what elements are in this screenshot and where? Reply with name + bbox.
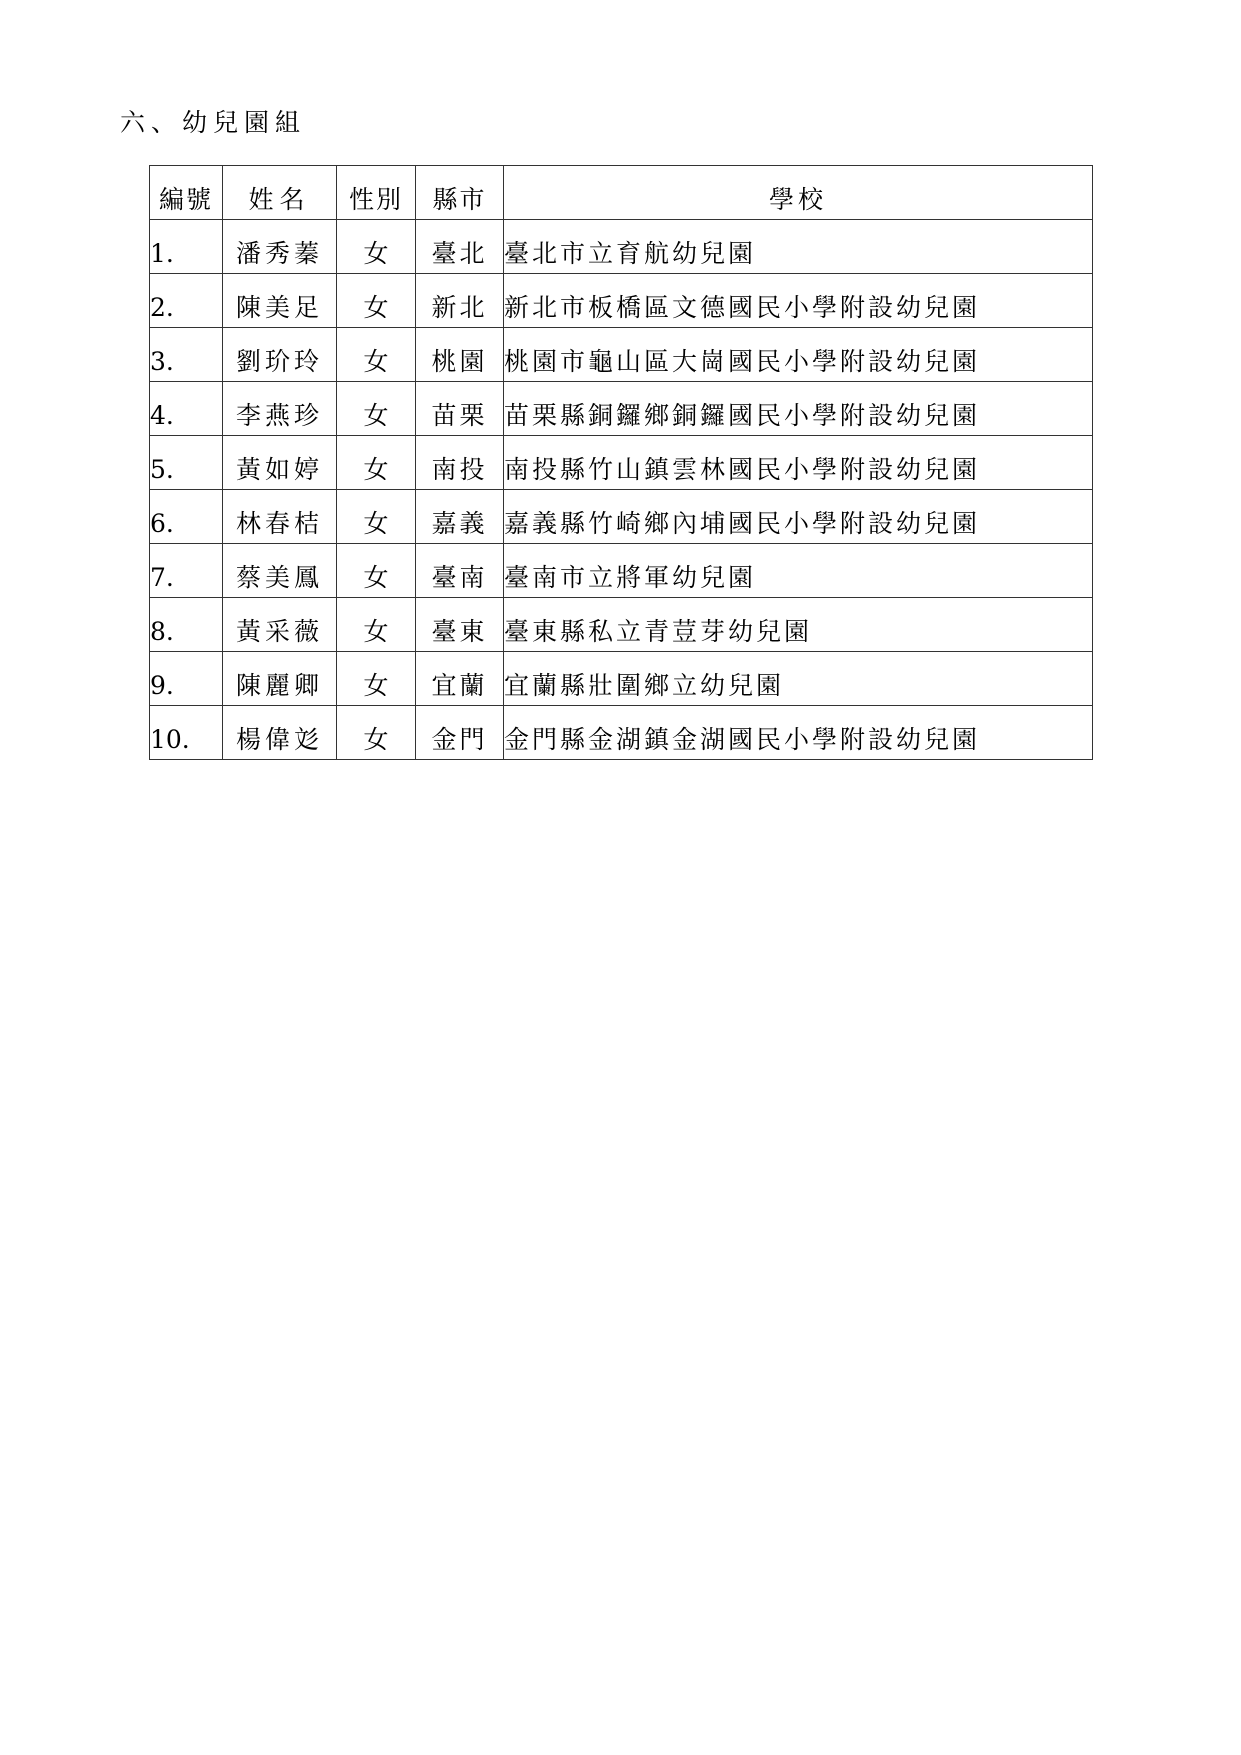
table-row [150, 274, 1093, 328]
cell-name: 劉玠玲 [223, 328, 337, 382]
cell-city: 南投 [416, 436, 504, 490]
cell-city: 臺北 [416, 220, 504, 274]
header-school: 學校 [504, 166, 1093, 220]
cell-name: 林春桔 [223, 490, 337, 544]
cell-gender: 女 [337, 544, 416, 598]
cell-name: 黃采薇 [223, 598, 337, 652]
section-title: 六、幼兒園組 [120, 108, 307, 137]
cell-number: 6. [150, 490, 223, 544]
cell-number: 8. [150, 598, 223, 652]
cell-school: 嘉義縣竹崎鄉內埔國民小學附設幼兒園 [504, 490, 1093, 544]
table-header [150, 166, 1093, 220]
cell-name: 李燕珍 [223, 382, 337, 436]
table-row [150, 382, 1093, 436]
table-row [150, 328, 1093, 382]
cell-school: 新北市板橋區文德國民小學附設幼兒園 [504, 274, 1093, 328]
cell-city: 金門 [416, 706, 504, 760]
cell-gender: 女 [337, 436, 416, 490]
table-body [150, 220, 1093, 760]
table-row [150, 652, 1093, 706]
table-row [150, 544, 1093, 598]
cell-number: 5. [150, 436, 223, 490]
cell-number: 3. [150, 328, 223, 382]
cell-number: 9. [150, 652, 223, 706]
cell-city: 桃園 [416, 328, 504, 382]
cell-number: 7. [150, 544, 223, 598]
cell-number: 1. [150, 220, 223, 274]
cell-city: 新北 [416, 274, 504, 328]
cell-number: 2. [150, 274, 223, 328]
cell-city: 臺南 [416, 544, 504, 598]
cell-school: 桃園市龜山區大崗國民小學附設幼兒園 [504, 328, 1093, 382]
cell-gender: 女 [337, 274, 416, 328]
table-row [150, 598, 1093, 652]
table-row [150, 706, 1093, 760]
cell-gender: 女 [337, 220, 416, 274]
header-city: 縣市 [416, 166, 504, 220]
header-number: 編號 [150, 166, 223, 220]
cell-city: 苗栗 [416, 382, 504, 436]
cell-school: 臺東縣私立青荳芽幼兒園 [504, 598, 1093, 652]
table-row [150, 220, 1093, 274]
cell-city: 臺東 [416, 598, 504, 652]
cell-name: 潘秀蓁 [223, 220, 337, 274]
cell-number: 10. [150, 706, 223, 760]
cell-gender: 女 [337, 706, 416, 760]
kindergarten-roster-table [149, 165, 1093, 760]
cell-school: 苗栗縣銅鑼鄉銅鑼國民小學附設幼兒園 [504, 382, 1093, 436]
cell-name: 陳麗卿 [223, 652, 337, 706]
cell-gender: 女 [337, 382, 416, 436]
cell-name: 蔡美鳳 [223, 544, 337, 598]
header-gender: 性別 [337, 166, 416, 220]
cell-name: 楊偉彣 [223, 706, 337, 760]
table-row [150, 490, 1093, 544]
cell-number: 4. [150, 382, 223, 436]
table-row [150, 436, 1093, 490]
header-row [150, 166, 1093, 220]
cell-name: 陳美足 [223, 274, 337, 328]
cell-school: 臺北市立育航幼兒園 [504, 220, 1093, 274]
header-name: 姓名 [223, 166, 337, 220]
cell-gender: 女 [337, 328, 416, 382]
cell-gender: 女 [337, 652, 416, 706]
cell-school: 宜蘭縣壯圍鄉立幼兒園 [504, 652, 1093, 706]
cell-gender: 女 [337, 490, 416, 544]
cell-school: 南投縣竹山鎮雲林國民小學附設幼兒園 [504, 436, 1093, 490]
cell-gender: 女 [337, 598, 416, 652]
cell-school: 臺南市立將軍幼兒園 [504, 544, 1093, 598]
cell-name: 黃如婷 [223, 436, 337, 490]
cell-city: 嘉義 [416, 490, 504, 544]
cell-city: 宜蘭 [416, 652, 504, 706]
cell-school: 金門縣金湖鎮金湖國民小學附設幼兒園 [504, 706, 1093, 760]
